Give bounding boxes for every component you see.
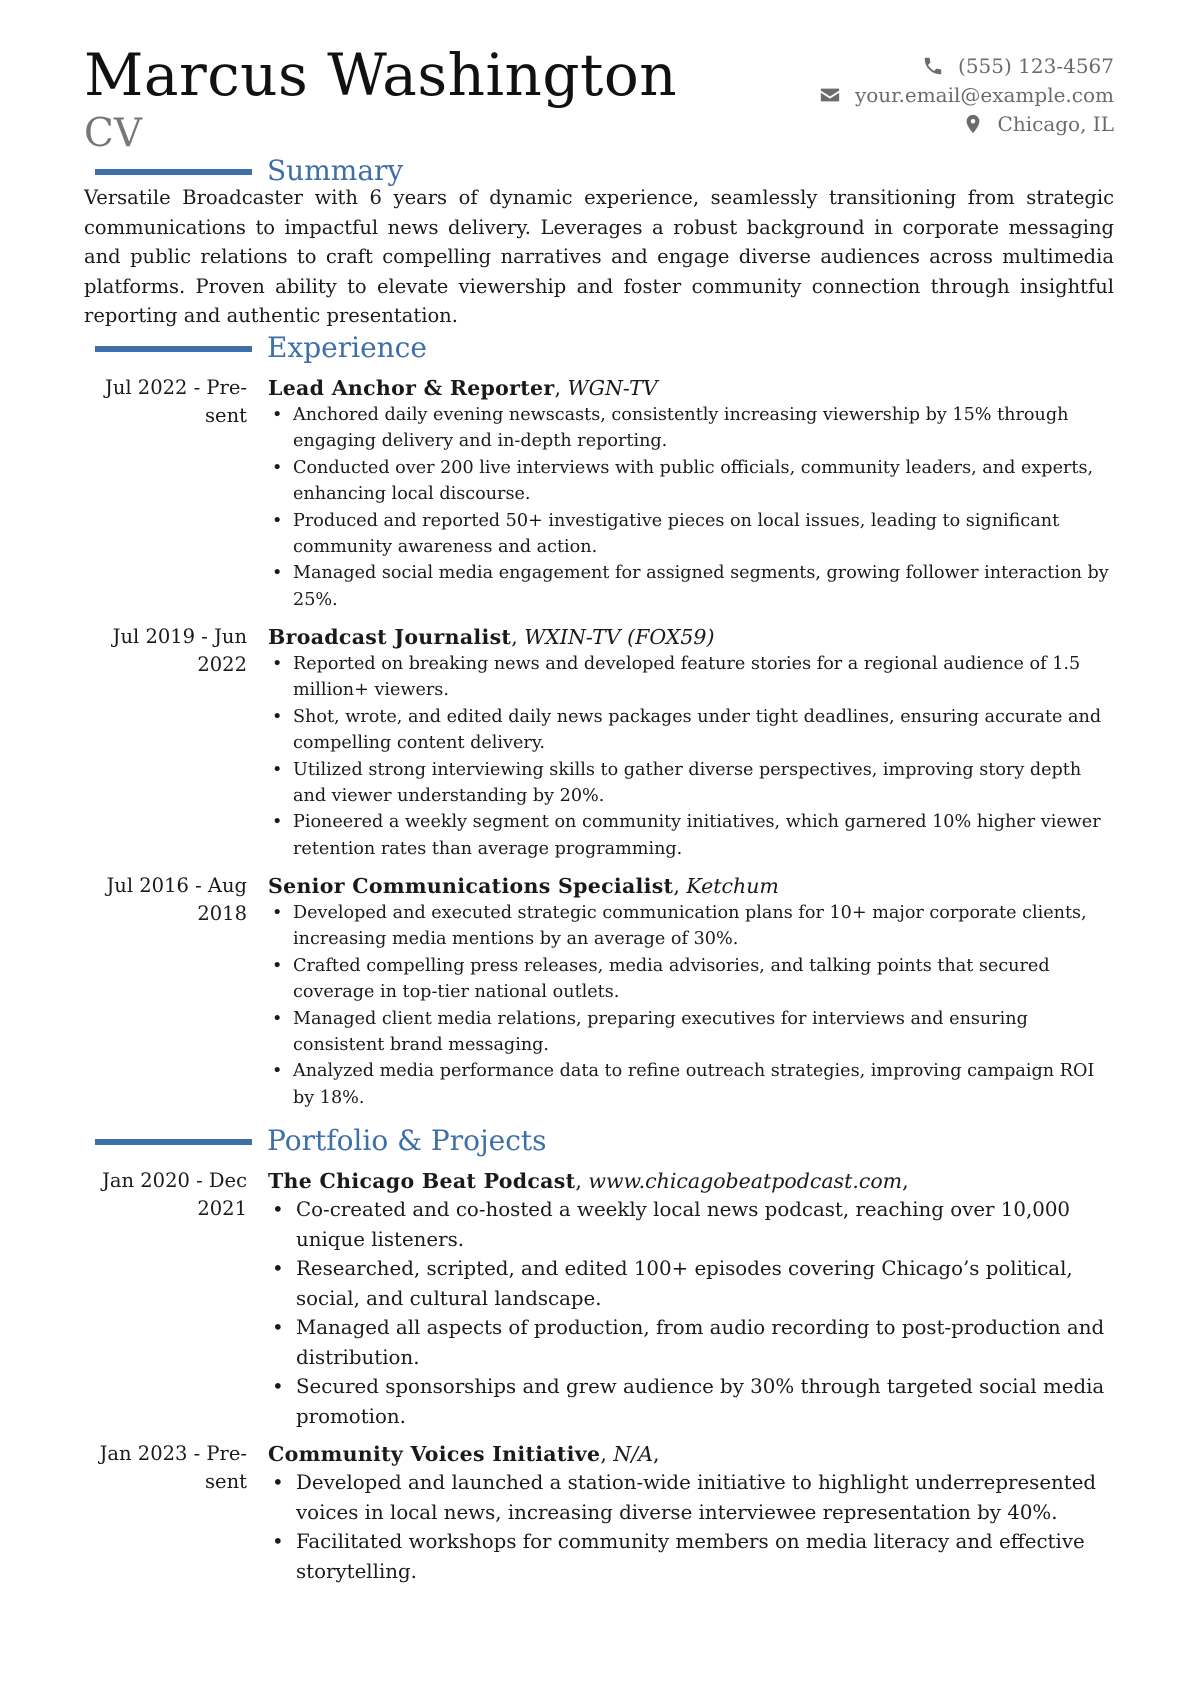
date-line: Jan 2023 - Pre- bbox=[99, 1442, 247, 1465]
entry-org: WXIN-TV (FOX59) bbox=[524, 625, 715, 649]
entry-heading: Community Voices Initiative, N/A, bbox=[268, 1442, 660, 1466]
section-rule bbox=[95, 169, 252, 175]
list-item: • Managed all aspects of production, from audio recording to post-production and distribution. bbox=[268, 1313, 1116, 1372]
bullet-list bbox=[268, 900, 1116, 1111]
date-line: sent bbox=[205, 1470, 247, 1493]
project-link: N/A bbox=[613, 1442, 654, 1466]
list-item: • Crafted compelling press releases, media advisories, and talking points that secured coverage in top-tier national outlets. bbox=[268, 953, 1116, 1006]
list-item: • Co-created and co-hosted a weekly local news podcast, reaching over 10,000 unique listeners. bbox=[268, 1195, 1116, 1254]
project-name: The Chicago Beat Podcast bbox=[268, 1169, 576, 1193]
contact-block bbox=[819, 52, 1114, 139]
list-item: • Researched, scripted, and edited 100+ episodes covering Chicago’s political, social, and cultural landscape. bbox=[268, 1254, 1116, 1313]
envelope-icon bbox=[819, 84, 841, 106]
entry-org: WGN-TV bbox=[567, 376, 658, 400]
date-line: Jul 2016 - Aug bbox=[106, 874, 247, 897]
list-item: • Managed client media relations, preparing executives for interviews and ensuring consistent brand messaging. bbox=[268, 1006, 1116, 1059]
section-rule bbox=[95, 346, 252, 352]
section-rule bbox=[95, 1139, 252, 1145]
entry-heading: Broadcast Journalist, WXIN-TV (FOX59) bbox=[268, 625, 715, 649]
list-item: • Facilitated workshops for community members on media literacy and effective storytelling. bbox=[268, 1527, 1116, 1586]
list-item: • Utilized strong interviewing skills to gather diverse perspectives, improving story depth and viewer understanding by 20%. bbox=[268, 757, 1116, 810]
email-text: your.email@example.com bbox=[854, 83, 1114, 107]
date-line: sent bbox=[205, 404, 247, 427]
entry-role: Lead Anchor & Reporter bbox=[268, 376, 555, 400]
entry-date bbox=[84, 1167, 247, 1223]
date-line: Jul 2019 - Jun bbox=[112, 625, 247, 648]
list-item: • Conducted over 200 live interviews with public officials, community leaders, and experts, enhancing local discourse. bbox=[268, 455, 1116, 508]
entry-date bbox=[84, 374, 247, 430]
date-line: 2018 bbox=[197, 902, 247, 925]
phone-icon bbox=[922, 55, 944, 77]
date-line: 2021 bbox=[197, 1197, 247, 1220]
date-line: Jul 2022 - Pre- bbox=[105, 376, 247, 399]
location-text: Chicago, IL bbox=[997, 112, 1114, 136]
summary-text: Versatile Broadcaster with 6 years of dynamic experience, seamlessly transitioning from strategic communications to impactful news delivery. Leverages a robust background in corporate messaging and public relations to craft compelling narratives and engage diverse audiences across multimedia platforms. Proven ability to elevate viewership and foster community connection through insightful reporting and authentic presentation. bbox=[84, 186, 1114, 328]
entry-body bbox=[268, 623, 1116, 862]
entry-body bbox=[268, 1167, 1116, 1431]
entry-heading: Senior Communications Specialist, Ketchum bbox=[268, 874, 779, 898]
entry-body bbox=[268, 374, 1116, 613]
contact-email[interactable] bbox=[819, 81, 1114, 110]
bullet-list bbox=[268, 402, 1116, 613]
section-title: Experience bbox=[267, 331, 427, 364]
entry-org: Ketchum bbox=[686, 874, 779, 898]
entry-heading: The Chicago Beat Podcast, www.chicagobeatpodcast.com, bbox=[268, 1169, 909, 1193]
entry-date bbox=[84, 1440, 247, 1496]
document-subtitle: CV bbox=[84, 111, 143, 156]
person-name: Marcus Washington bbox=[84, 41, 678, 109]
bullet-list bbox=[268, 1195, 1116, 1431]
list-item: • Produced and reported 50+ investigative pieces on local issues, leading to significant community awareness and action. bbox=[268, 508, 1116, 561]
entry-body bbox=[268, 872, 1116, 1111]
map-pin-icon bbox=[962, 113, 984, 135]
entry-heading: Lead Anchor & Reporter, WGN-TV bbox=[268, 376, 658, 400]
phone-text: (555) 123-4567 bbox=[958, 54, 1114, 78]
list-item: • Reported on breaking news and developed feature stories for a regional audience of 1.5 million+ viewers. bbox=[268, 651, 1116, 704]
entry-role: Broadcast Journalist bbox=[268, 625, 512, 649]
list-item: • Anchored daily evening newscasts, consistently increasing viewership by 15% through engaging delivery and in-depth reporting. bbox=[268, 402, 1116, 455]
list-item: • Developed and launched a station-wide initiative to highlight underrepresented voices in local news, increasing diverse interviewee representation by 40%. bbox=[268, 1468, 1116, 1527]
entry-date bbox=[84, 623, 247, 679]
list-item: • Analyzed media performance data to refine outreach strategies, improving campaign ROI by 18%. bbox=[268, 1058, 1116, 1111]
section-title: Portfolio & Projects bbox=[267, 1124, 547, 1157]
date-line: 2022 bbox=[197, 653, 247, 676]
section-title: Summary bbox=[267, 154, 404, 187]
contact-phone[interactable] bbox=[819, 52, 1114, 81]
date-line: Jan 2020 - Dec bbox=[102, 1169, 247, 1192]
bullet-list bbox=[268, 1468, 1116, 1586]
entry-role: Senior Communications Specialist bbox=[268, 874, 674, 898]
list-item: • Managed social media engagement for assigned segments, growing follower interaction by 25%. bbox=[268, 560, 1116, 613]
list-item: • Secured sponsorships and grew audience by 30% through targeted social media promotion. bbox=[268, 1372, 1116, 1431]
list-item: • Shot, wrote, and edited daily news packages under tight deadlines, ensuring accurate and compelling content delivery. bbox=[268, 704, 1116, 757]
project-link[interactable]: www.chicagobeatpodcast.com bbox=[588, 1169, 903, 1193]
entry-body bbox=[268, 1440, 1116, 1586]
contact-location bbox=[819, 110, 1114, 139]
project-name: Community Voices Initiative bbox=[268, 1442, 601, 1466]
bullet-list bbox=[268, 651, 1116, 862]
entry-date bbox=[84, 872, 247, 928]
list-item: • Developed and executed strategic communication plans for 10+ major corporate clients, increasing media mentions by an average of 30%. bbox=[268, 900, 1116, 953]
list-item: • Pioneered a weekly segment on community initiatives, which garnered 10% higher viewer retention rates than average programming. bbox=[268, 809, 1116, 862]
